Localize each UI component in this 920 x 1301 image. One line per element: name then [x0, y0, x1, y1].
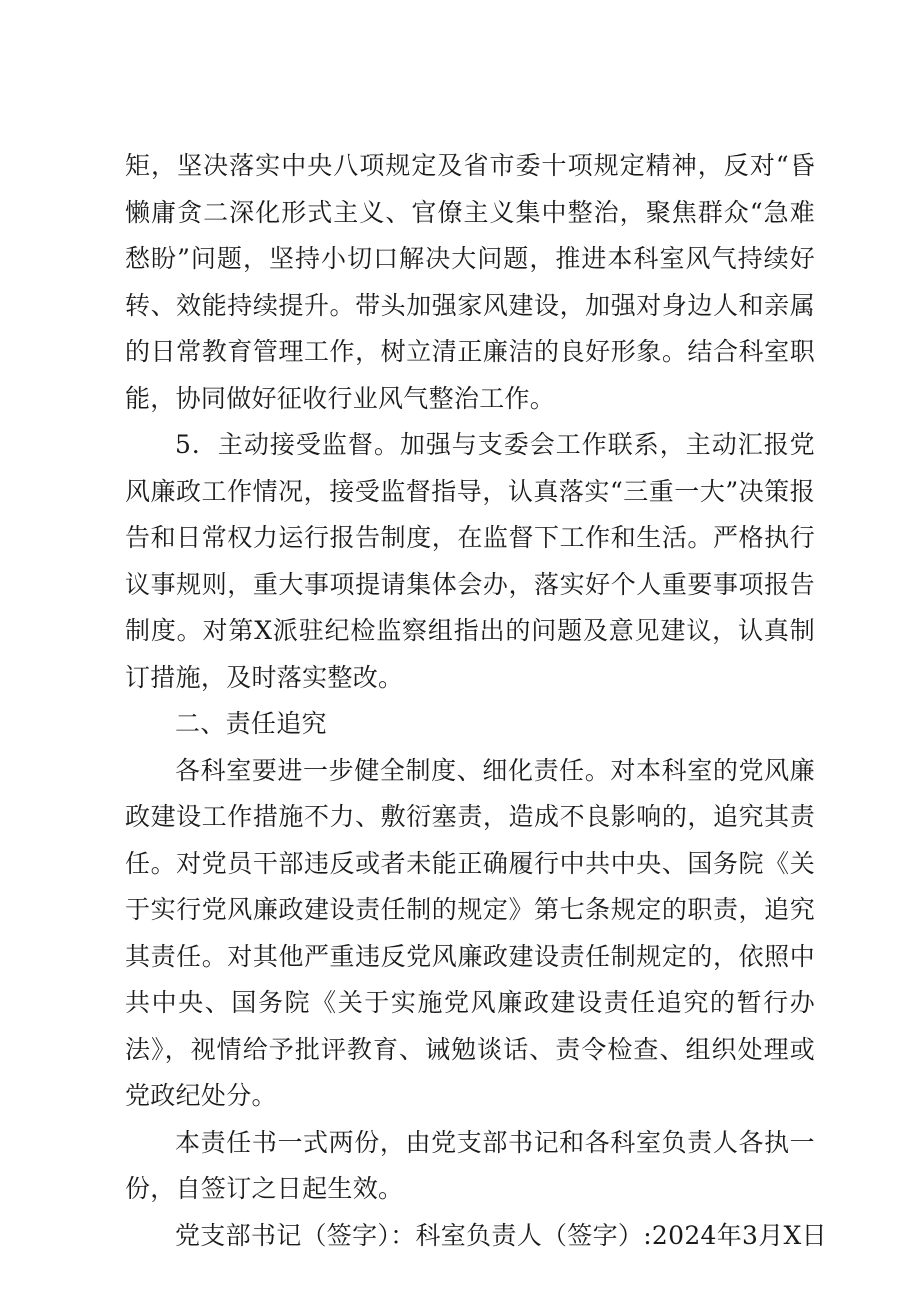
paragraph-copies-and-effect: 本责任书一式两份，由党支部书记和各科室负责人各执一份，自签订之日起生效。: [125, 1127, 815, 1203]
paragraph-accountability: 各科室要进一步健全制度、细化责任。对本科室的党风廉政建设工作措施不力、敷衍塞责，造成不良影响的，追究其责任。对党员干部违反或者未能正确履行中共中央、国务院《关于实行党风廉政建设责任制的规定》第七条规定的职责，追究其责任。对其他严重违反党风廉政建设责任制规定的，依照中共中央、国务院《关于实施党风廉政建设责任追究的暂行办法》，视情给予批评教育、诫勉谈话、责令检查、组织处理或党政纪处分。: [125, 755, 815, 1110]
document-body: [125, 143, 827, 1259]
section-heading-accountability: 二、责任追究: [175, 709, 327, 738]
paragraph-item-5-accept-supervision: 5．主动接受监督。加强与支委会工作联系，主动汇报党风廉政工作情况，接受监督指导，认真落实“三重一大”决策报告和日常权力运行报告制度，在监督下工作和生活。严格执行议事规则，重大事项提请集体会办，落实好个人重要事项报告制度。对第X派驻纪检监察组指出的问题及意见建议，认真制订措施，及时落实整改。: [125, 430, 815, 692]
signature-line: 党支部书记（签字）：科室负责人（签字）:2024年3月X日: [175, 1220, 827, 1250]
paragraph-continuation: 矩，坚决落实中央八项规定及省市委十项规定精神，反对“昏懒庸贪二深化形式主义、官僚主义集中整治，聚焦群众“急难愁盼”问题，坚持小切口解决大问题，推进本科室风气持续好转、效能持续提升。带头加强家风建设，加强对身边人和亲属的日常教育管理工作，树立清正廉洁的良好形象。结合科室职能，协同做好征收行业风气整治工作。: [125, 151, 815, 413]
